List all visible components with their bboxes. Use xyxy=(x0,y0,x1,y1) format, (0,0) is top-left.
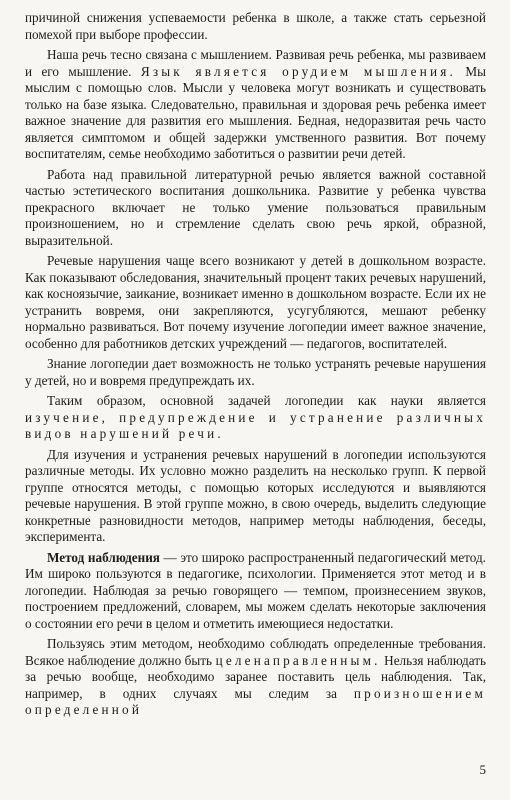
paragraph-observation-method xyxy=(25,550,486,633)
paragraph-speech-disorders xyxy=(25,253,486,352)
paragraph-methods xyxy=(25,447,486,546)
body-text xyxy=(25,10,486,719)
text-run: Мы мыслим с помощью слов. Мысли у человека могут возникать и существовать только на базе языка. Следовательно, правильная и здоровая речь ребенка имеет важное значение для развития его мышления. Бедная, недоразвитая речь часто является симптомом и общей задержки умственного развития. Вот почему воспитателям, семье необходимо заботиться о развитии речи детей. xyxy=(25,63,486,161)
paragraph-speech-thinking xyxy=(25,47,486,163)
paragraph-requirements xyxy=(25,636,486,719)
text-run-bold: Метод наблюдения xyxy=(47,549,160,565)
text-run: Речевые нарушения чаще всего возникают у детей в дошкольном возрасте. Как показывают обследования, значительный процент таких речевых нарушений, как косноязычие, заикание, возникает именно в дошкольном возрасте. Если их не устранить вовремя, они закрепляются, усугубляются, мешают ребенку нормально развиваться. Вот почему изучение логопедии имеет важное значение, особенно для работников детских учреждений — педагогов, воспитателей. xyxy=(25,253,486,351)
paragraph-continuation xyxy=(25,10,486,43)
text-run: Пользуясь этим методом, необходимо соблюдать определенные требования. Всякое наблюдение должно быть xyxy=(25,636,486,668)
text-run: Наша речь тесно связана с мышлением. Развивая речь ребенка, мы развиваем и его мышление. xyxy=(25,47,486,79)
paragraph-main-task xyxy=(25,393,486,443)
text-run: причиной снижения успеваемости ребенка в школе, а также стать серьезной помехой при выборе профессии. xyxy=(25,10,486,42)
text-run: Знание логопедии дает возможность не только устранять речевые нарушения у детей, но и вовремя предупреждать их. xyxy=(25,356,486,388)
text-run-spaced: произношением определенной xyxy=(25,685,486,717)
text-run: Для изучения и устранения речевых нарушений в логопедии используются различные методы. Их условно можно разделить на несколько групп. К первой группе относятся методы, с помощью которых исследуются и выявляются речевые нарушения. В этой группе можно, в свою очередь, выделить следующие конкретные разновидности методов, например методы наблюдения, беседы, эксперимента. xyxy=(25,446,486,544)
paragraph-literary-speech xyxy=(25,167,486,250)
text-run: Таким образом, основной задачей логопедии как науки является xyxy=(47,393,486,408)
text-run-spaced: целенаправленным. xyxy=(215,652,381,668)
text-run: Нельзя наблюдать за речью вообще, необходимо заранее поставить цель наблюдения. Так, например, в одних случаях мы следим за xyxy=(25,652,486,701)
paragraph-logopedics-knowledge xyxy=(25,356,486,389)
page-number: 5 xyxy=(479,762,486,777)
text-run-spaced: Язык является орудием мышления. xyxy=(140,63,456,79)
text-run: Работа над правильной литературной речью является важной составной частью эстетического воспитания дошкольника. Развитие у ребенка чувства прекрасного включает не только умение пользоваться правильным произношением, но и стремление сделать свою речь яркой, образной, выразительной. xyxy=(25,166,486,248)
text-run: — это широко распространенный педагогический метод. Им широко пользуются в педагогике, психологии. Применяется этот метод и в логопедии. Наблюдая за речью говорящего — темпом, произнесением звуков, построением предложений, словарем, мы можем сделать некоторые заключения о состоянии его речи в целом и отметить имеющиеся недостатки. xyxy=(25,549,486,631)
text-run-spaced: изучение, предупреждение и устранение различных видов нарушений речи. xyxy=(25,409,486,441)
